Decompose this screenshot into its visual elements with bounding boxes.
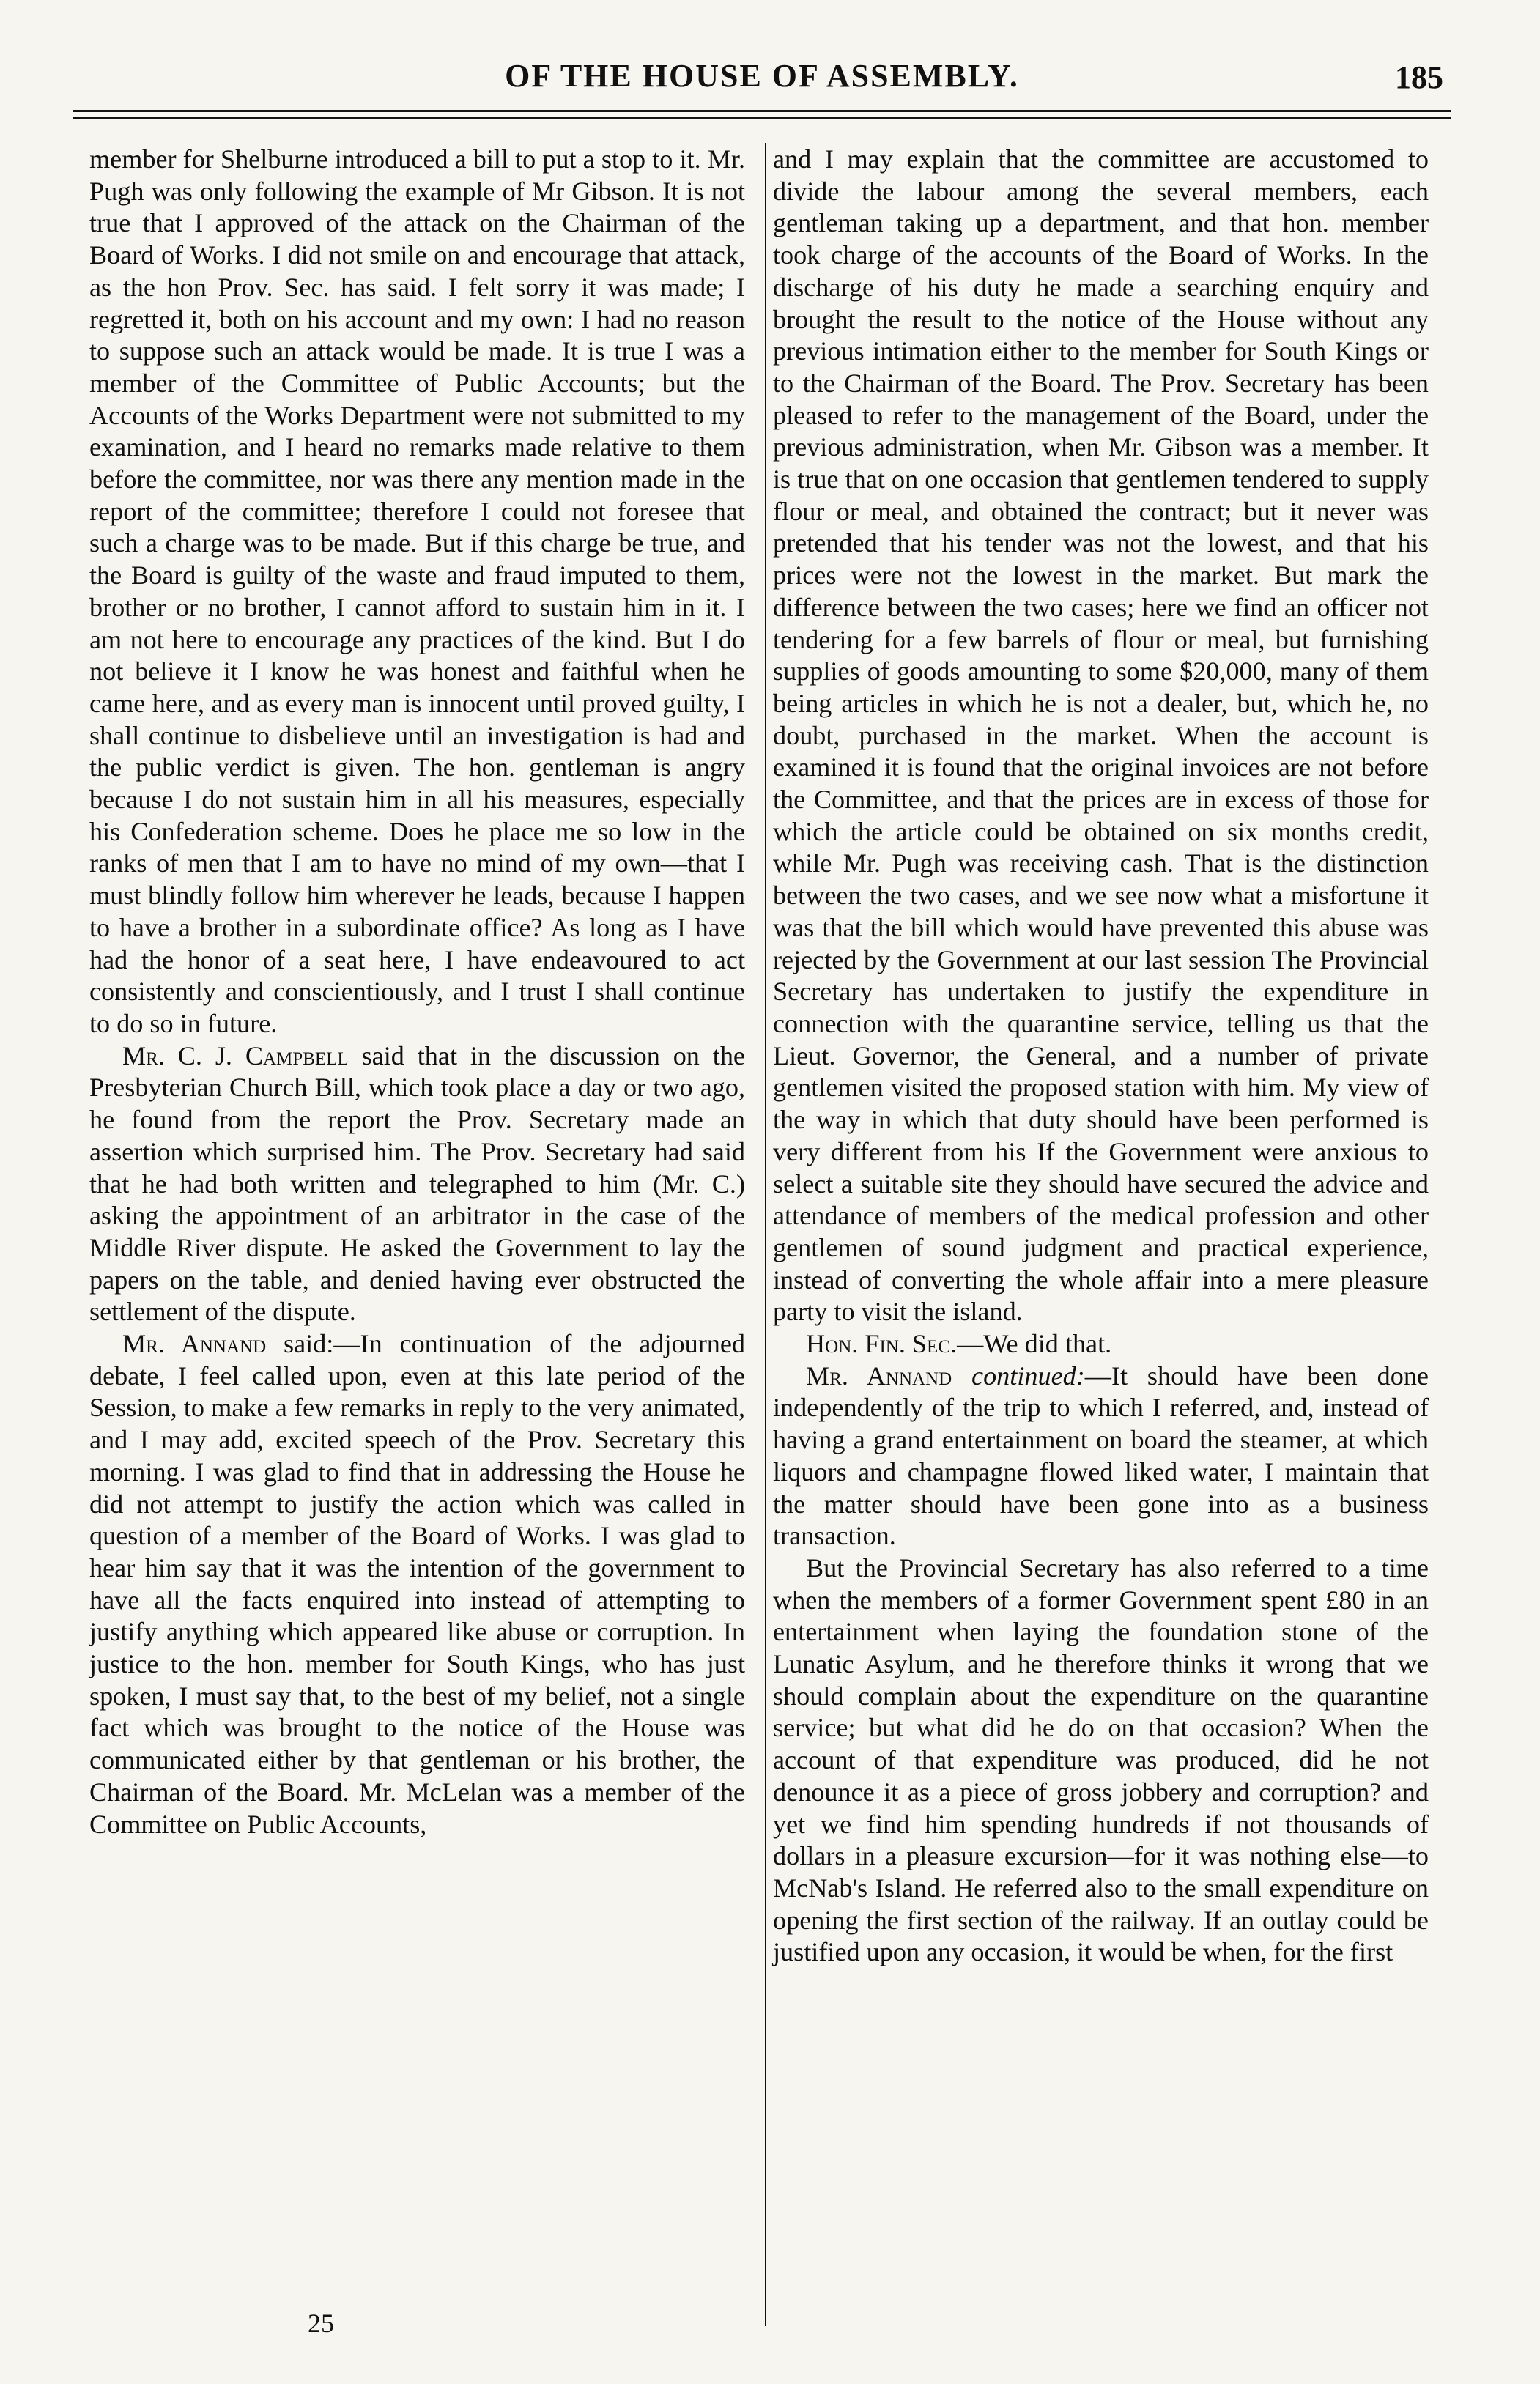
right-paragraph-1: and I may explain that the committee are accustomed to divide the labour among the several members, each gentleman taking up a department, and that hon. member took charge of the accounts of the Board of Works. In the discharge of his duty he made a searching enquiry and brought the result to the notice of the House without any previous intimation either to the member for South Kings or to the Chairman of the Board. The Prov. Secretary has been pleased to refer to the management of the Board, under the previous administration, when Mr. Gibson was a member. It is true that on one occasion that gentlemen tendered to supply flour or meal, and obtained the contract; but it never was pretended that his tender was not the lowest, and that his prices were not the lowest in the market. But mark the difference between the two cases; here we find an officer not tendering for a few barrels of flour or meal, but furnishing supplies of goods amounting to some $20,000, many of them being articles in which he is not a dealer, but, which he, no doubt, purchased in the market. When the account is examined it is found that the original invoices are not before the Committee, and that the prices are in excess of those for which the article could be obtained on six months credit, while Mr. Pugh was receiving cash. That is the distinction between the two cases, and we see now what a misfortune it was that the bill which would have prevented this abuse was rejected by the Government at our last session The Provincial Secretary has undertaken to justify the expenditure in connection with the quarantine service, telling us that the Lieut. Governor, the General, and a number of private gentlemen visited the proposed station with him. My view of the way in which that duty should have been performed is very different from his If the Government were anxious to select a suitable site they should have secured the advice and attendance of members of the medical profession and other gentlemen of sound judgment and practical experience, instead of converting the whole affair into a mere pleasure party to visit the island.	[773, 144, 1429, 1327]
page-number: 185	[1395, 59, 1443, 95]
signature-mark: 25	[308, 2309, 334, 2338]
column-divider	[765, 143, 766, 2326]
left-paragraph-1: member for Shelburne introduced a bill to put a stop to it. Mr. Pugh was only following the example of Mr Gibson. It is not true that I approved of the attack on the Chairman of the Board of Works. I did not smile on and encourage that attack, as the hon Prov. Sec. has said. I felt sorry it was made; I regretted it, both on his account and my own: I had no reason to suppose such an attack would be made. It is true I was a member of the Committee of Public Accounts; but the Accounts of the Works Department were not submitted to my examination, and I heard no remarks made relative to them before the committee, nor was there any mention made in the report of the committee; therefore I could not foresee that such a charge was to be made. But if this charge be true, and the Board is guilty of the waste and fraud imputed to them, brother or no brother, I cannot afford to sustain him in it. I am not here to encourage any practices of the kind. But I do not believe it I know he was honest and faithful when he came here, and as every man is innocent until proved guilty, I shall continue to disbelieve until an investigation is had and the public verdict is given. The hon. gentleman is angry because I do not sustain him in all his measures, especially his Confederation scheme. Does he place me so low in the ranks of men that I am to have no mind of my own—that I must blindly follow him wherever he leads, because I happen to have a brother in a subordinate office? As long as I have had the honor of a seat here, I have endeavoured to act consistently and conscientiously, and I trust I shall continue to do so in future.	[89, 144, 745, 1038]
speaker-name: Mr. C. J. Campbell	[122, 1040, 349, 1070]
speech-text: —It should have been done independently of the trip to which I referred, and, instead of having a grand entertainment on board the steamer, at which liquors and champagne flowed liked water, I maintain that the matter should have been gone into as a business transaction.	[773, 1361, 1429, 1551]
running-header	[73, 57, 1451, 108]
speaker-name: Mr. Annand	[806, 1361, 952, 1391]
speaker-name: Mr. Annand	[122, 1329, 267, 1359]
left-paragraph-3	[89, 1328, 745, 1840]
speech-text: said:—In continuation of the adjourned debate, I feel called upon, even at this late period of the Session, to make a few remarks in reply to the very animated, and I may add, excited speech of the Prov. Secretary this morning. I was glad to find that in addressing the House he did not attempt to justify the action which was called in question of a member of the Board of Works. I was glad to hear him say that it was the intention of the government to have all the facts enquired into instead of attempting to justify anything which appeared like abuse or corruption. In justice to the hon. member for South Kings, who has just spoken, I must say that, to the best of my belief, not a single fact which was brought to the notice of the House was communicated either by that gentleman or his brother, the Chairman of the Board. Mr. McLelan was a member of the Committee on Public Accounts,	[89, 1329, 745, 1839]
left-column	[89, 144, 745, 1840]
header-title: OF THE HOUSE OF ASSEMBLY.	[505, 58, 1019, 94]
right-paragraph-2	[773, 1328, 1429, 1361]
left-paragraph-2	[89, 1040, 745, 1328]
speech-text: said that in the discussion on the Presbyterian Church Bill, which took place a day or two ago, he found from the report the Prov. Secretary made an assertion which surprised him. The Prov. Secretary had said that he had both written and telegraphed to him (Mr. C.) asking the appointment of an arbitrator in the case of the Middle River dispute. He asked the Government to lay the papers on the table, and denied having ever obstructed the settlement of the dispute.	[89, 1040, 745, 1327]
right-paragraph-4: But the Provincial Secretary has also referred to a time when the members of a former Government spent £80 in an entertainment when laying the foundation stone of the Lunatic Asylum, and he therefore thinks it wrong that we should complain about the expenditure on the quarantine service; but what did he do on that occasion? When the account of that expenditure was produced, did he not denounce it as a piece of gross jobbery and corruption? and yet we find him spending hundreds if not thousands of dollars in a pleasure excursion—for it was nothing else—to McNab's Island. He referred also to the small expenditure on opening the first section of the railway. If an outlay could be justified upon any occasion, it would be when, for the first	[773, 1552, 1429, 1967]
header-rule-top	[73, 110, 1451, 112]
header-rule-bottom	[73, 117, 1451, 119]
speech-text: —We did that.	[957, 1329, 1112, 1359]
right-paragraph-3	[773, 1361, 1429, 1552]
continued-marker: continued:	[952, 1361, 1085, 1391]
speaker-name: Hon. Fin. Sec.	[806, 1329, 958, 1359]
right-column	[773, 144, 1429, 1969]
